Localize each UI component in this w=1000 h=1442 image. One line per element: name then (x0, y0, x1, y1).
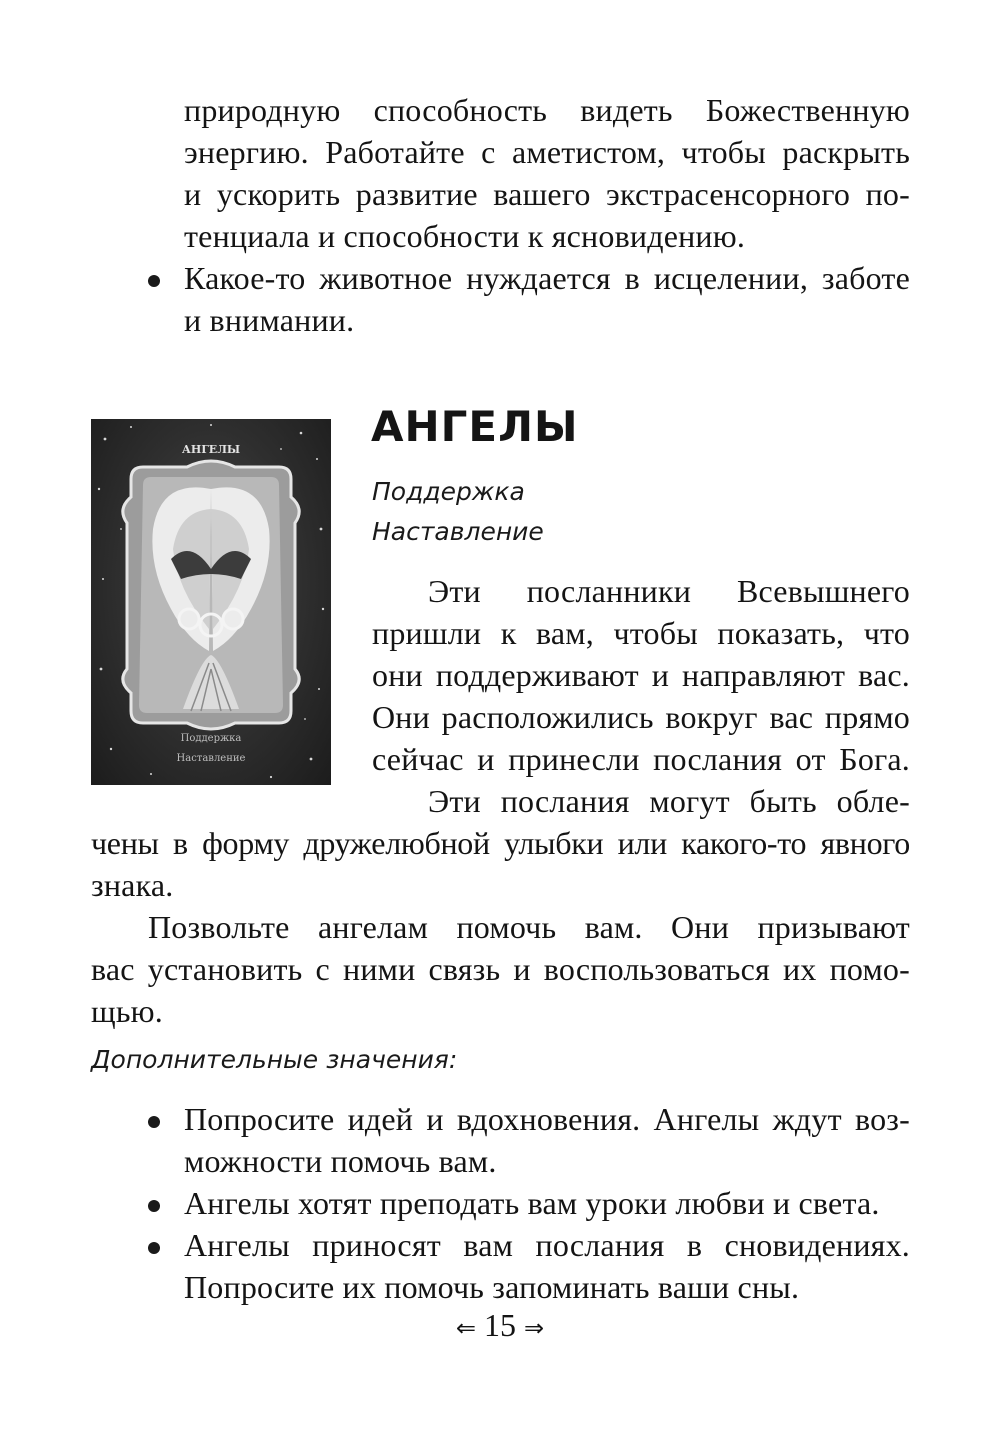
text-line: они поддерживают и направляют вас. (372, 657, 910, 693)
additional-meanings-label: Дополнительные значения: (91, 1045, 458, 1074)
bullet-icon (148, 1200, 160, 1212)
card-caption-2: Наставление (176, 753, 246, 764)
text-line: пришли к вам, чтобы показать, что (372, 615, 910, 651)
text-line: Попросите идей и вдохновения. Ангелы ждут воз- (184, 1101, 910, 1137)
text-line: Попросите их помочь запоминать ваши сны. (184, 1269, 800, 1305)
page-number (440, 1307, 560, 1344)
text-line: и внимании. (184, 302, 355, 338)
text-line: Позвольте ангелам помочь вам. Они призывают (148, 909, 910, 945)
text-line: знака. (91, 867, 174, 903)
card-title: АНГЕЛЫ (181, 443, 241, 456)
text-line: Ангелы приносят вам послания в сновидениях. (184, 1227, 910, 1263)
ornament-left-icon: ⇐ (455, 1314, 476, 1342)
text-line: тенциала и способности к ясновидению. (184, 218, 746, 254)
keyword-2: Наставление (372, 517, 544, 546)
ornament-right-icon: ⇒ (524, 1314, 545, 1342)
text-line: Они расположились вокруг вас прямо (372, 699, 910, 735)
section-heading: АНГЕЛЫ (371, 402, 579, 451)
text-line: Ангелы хотят преподать вам уроки любви и света. (184, 1185, 880, 1221)
page-number-value: 15 (484, 1307, 516, 1343)
text-line: сейчас и принесли послания от Бога. (372, 741, 910, 777)
bullet-icon (148, 275, 160, 287)
text-line: Эти посланники Всевышнего (428, 573, 910, 609)
text-line: вас установить с ними связь и воспользоваться их помо- (91, 951, 910, 987)
card-caption-1: Поддержка (180, 733, 242, 744)
bullet-icon (148, 1242, 160, 1254)
text-line: чены в форму дружелюбной улыбки или какого-то явного (91, 825, 910, 861)
text-line: Какое-то животное нуждается в исцелении, заботе (184, 260, 910, 296)
text-line: и ускорить развитие вашего экстрасенсорного по- (184, 176, 910, 212)
text-line: природную способность видеть Божественную (184, 92, 910, 128)
keyword-1: Поддержка (372, 477, 525, 506)
text-line: щью. (91, 993, 163, 1029)
text-line: энергию. Работайте с аметистом, чтобы раскрыть (184, 134, 910, 170)
text-line: можности помочь вам. (184, 1143, 497, 1179)
bullet-icon (148, 1116, 160, 1128)
card-art (91, 419, 331, 785)
text-line: Эти послания могут быть обле- (428, 783, 910, 819)
angels-card-image (91, 419, 331, 785)
